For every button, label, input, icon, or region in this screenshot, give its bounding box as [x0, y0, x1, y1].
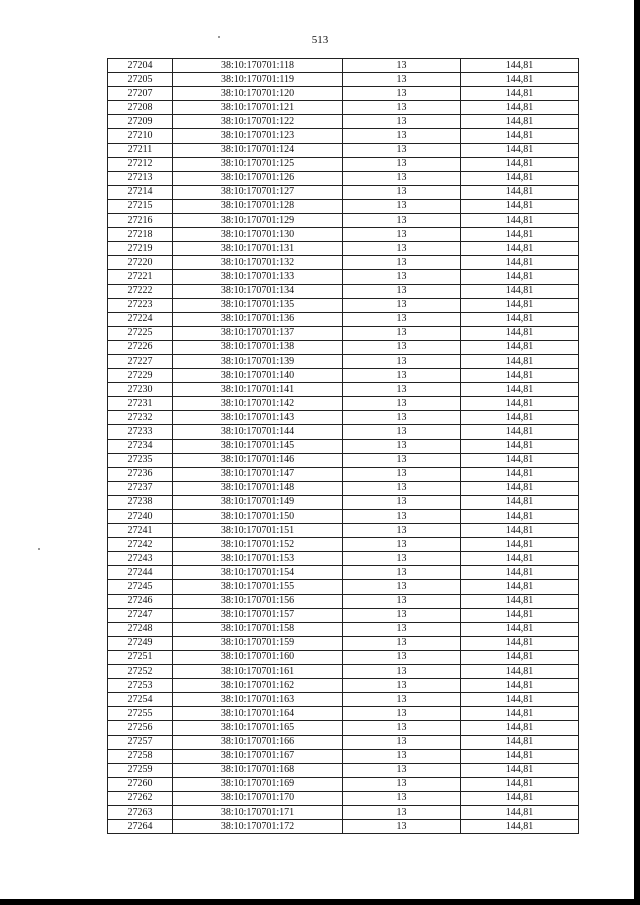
table-row [108, 650, 579, 664]
record-number-cell: 27259 [108, 763, 173, 777]
table-row [108, 411, 579, 425]
area-cell: 144,81 [461, 467, 579, 481]
table-row [108, 820, 579, 834]
quantity-cell: 13 [343, 552, 461, 566]
record-number-cell: 27240 [108, 510, 173, 524]
cadastral-number-cell: 38:10:170701:152 [173, 538, 343, 552]
record-number-cell: 27221 [108, 270, 173, 284]
table-row [108, 199, 579, 213]
quantity-cell: 13 [343, 270, 461, 284]
area-cell: 144,81 [461, 214, 579, 228]
record-number-cell: 27224 [108, 312, 173, 326]
table-row [108, 369, 579, 383]
table-row [108, 115, 579, 129]
cadastral-number-cell: 38:10:170701:166 [173, 735, 343, 749]
area-cell: 144,81 [461, 693, 579, 707]
quantity-cell: 13 [343, 411, 461, 425]
cadastral-number-cell: 38:10:170701:146 [173, 453, 343, 467]
record-number-cell: 27215 [108, 199, 173, 213]
table-row [108, 552, 579, 566]
quantity-cell: 13 [343, 397, 461, 411]
area-cell: 144,81 [461, 735, 579, 749]
quantity-cell: 13 [343, 763, 461, 777]
record-number-cell: 27234 [108, 439, 173, 453]
area-cell: 144,81 [461, 411, 579, 425]
cadastral-number-cell: 38:10:170701:153 [173, 552, 343, 566]
scan-edge-right [634, 0, 640, 905]
quantity-cell: 13 [343, 425, 461, 439]
area-cell: 144,81 [461, 495, 579, 509]
table-row [108, 665, 579, 679]
area-cell: 144,81 [461, 171, 579, 185]
record-number-cell: 27227 [108, 354, 173, 368]
cadastral-number-cell: 38:10:170701:128 [173, 199, 343, 213]
cadastral-number-cell: 38:10:170701:163 [173, 693, 343, 707]
area-cell: 144,81 [461, 228, 579, 242]
table-row [108, 129, 579, 143]
area-cell: 144,81 [461, 115, 579, 129]
cadastral-number-cell: 38:10:170701:139 [173, 354, 343, 368]
quantity-cell: 13 [343, 284, 461, 298]
area-cell: 144,81 [461, 256, 579, 270]
cadastral-number-cell: 38:10:170701:137 [173, 326, 343, 340]
quantity-cell: 13 [343, 805, 461, 819]
quantity-cell: 13 [343, 326, 461, 340]
table-row [108, 185, 579, 199]
table-row [108, 298, 579, 312]
area-cell: 144,81 [461, 721, 579, 735]
table-row [108, 735, 579, 749]
area-cell: 144,81 [461, 622, 579, 636]
area-cell: 144,81 [461, 777, 579, 791]
area-cell: 144,81 [461, 679, 579, 693]
area-cell: 144,81 [461, 101, 579, 115]
cadastral-number-cell: 38:10:170701:154 [173, 566, 343, 580]
table-row [108, 73, 579, 87]
record-number-cell: 27207 [108, 87, 173, 101]
quantity-cell: 13 [343, 580, 461, 594]
quantity-cell: 13 [343, 157, 461, 171]
cadastral-number-cell: 38:10:170701:132 [173, 256, 343, 270]
table-row [108, 214, 579, 228]
table-row [108, 608, 579, 622]
quantity-cell: 13 [343, 59, 461, 73]
quantity-cell: 13 [343, 73, 461, 87]
quantity-cell: 13 [343, 439, 461, 453]
record-number-cell: 27241 [108, 524, 173, 538]
cadastral-number-cell: 38:10:170701:164 [173, 707, 343, 721]
record-number-cell: 27255 [108, 707, 173, 721]
table-row [108, 763, 579, 777]
record-number-cell: 27232 [108, 411, 173, 425]
quantity-cell: 13 [343, 707, 461, 721]
cadastral-number-cell: 38:10:170701:134 [173, 284, 343, 298]
area-cell: 144,81 [461, 636, 579, 650]
record-number-cell: 27223 [108, 298, 173, 312]
cadastral-number-cell: 38:10:170701:157 [173, 608, 343, 622]
area-cell: 144,81 [461, 453, 579, 467]
record-number-cell: 27248 [108, 622, 173, 636]
cadastral-number-cell: 38:10:170701:123 [173, 129, 343, 143]
quantity-cell: 13 [343, 820, 461, 834]
quantity-cell: 13 [343, 665, 461, 679]
quantity-cell: 13 [343, 298, 461, 312]
cadastral-number-cell: 38:10:170701:127 [173, 185, 343, 199]
quantity-cell: 13 [343, 777, 461, 791]
quantity-cell: 13 [343, 495, 461, 509]
cadastral-number-cell: 38:10:170701:131 [173, 242, 343, 256]
table-row [108, 270, 579, 284]
record-number-cell: 27253 [108, 679, 173, 693]
page-number: 513 [311, 34, 329, 46]
table-row [108, 284, 579, 298]
area-cell: 144,81 [461, 143, 579, 157]
table-row [108, 383, 579, 397]
table-row [108, 59, 579, 73]
table-row [108, 538, 579, 552]
area-cell: 144,81 [461, 763, 579, 777]
table-row [108, 354, 579, 368]
quantity-cell: 13 [343, 791, 461, 805]
table-row [108, 721, 579, 735]
table-row [108, 256, 579, 270]
record-number-cell: 27262 [108, 791, 173, 805]
table-row [108, 580, 579, 594]
record-number-cell: 27251 [108, 650, 173, 664]
area-cell: 144,81 [461, 199, 579, 213]
record-number-cell: 27263 [108, 805, 173, 819]
cadastral-number-cell: 38:10:170701:149 [173, 495, 343, 509]
quantity-cell: 13 [343, 679, 461, 693]
area-cell: 144,81 [461, 87, 579, 101]
quantity-cell: 13 [343, 636, 461, 650]
quantity-cell: 13 [343, 622, 461, 636]
area-cell: 144,81 [461, 383, 579, 397]
record-number-cell: 27212 [108, 157, 173, 171]
table-row [108, 340, 579, 354]
scan-speck [38, 548, 40, 550]
table-row [108, 791, 579, 805]
record-number-cell: 27213 [108, 171, 173, 185]
area-cell: 144,81 [461, 73, 579, 87]
cadastral-number-cell: 38:10:170701:141 [173, 383, 343, 397]
record-number-cell: 27225 [108, 326, 173, 340]
quantity-cell: 13 [343, 115, 461, 129]
quantity-cell: 13 [343, 608, 461, 622]
record-number-cell: 27208 [108, 101, 173, 115]
record-number-cell: 27220 [108, 256, 173, 270]
table-row [108, 312, 579, 326]
record-number-cell: 27230 [108, 383, 173, 397]
quantity-cell: 13 [343, 312, 461, 326]
area-cell: 144,81 [461, 397, 579, 411]
record-number-cell: 27242 [108, 538, 173, 552]
table-row [108, 439, 579, 453]
record-number-cell: 27218 [108, 228, 173, 242]
cadastral-number-cell: 38:10:170701:129 [173, 214, 343, 228]
cadastral-number-cell: 38:10:170701:142 [173, 397, 343, 411]
cadastral-number-cell: 38:10:170701:133 [173, 270, 343, 284]
scan-edge-bottom [0, 899, 640, 905]
record-number-cell: 27214 [108, 185, 173, 199]
record-number-cell: 27233 [108, 425, 173, 439]
record-number-cell: 27219 [108, 242, 173, 256]
quantity-cell: 13 [343, 383, 461, 397]
quantity-cell: 13 [343, 650, 461, 664]
table-row [108, 453, 579, 467]
quantity-cell: 13 [343, 129, 461, 143]
record-number-cell: 27256 [108, 721, 173, 735]
area-cell: 144,81 [461, 369, 579, 383]
table-row [108, 242, 579, 256]
area-cell: 144,81 [461, 326, 579, 340]
quantity-cell: 13 [343, 467, 461, 481]
cadastral-number-cell: 38:10:170701:150 [173, 510, 343, 524]
record-number-cell: 27229 [108, 369, 173, 383]
cadastral-number-cell: 38:10:170701:156 [173, 594, 343, 608]
area-cell: 144,81 [461, 791, 579, 805]
cadastral-number-cell: 38:10:170701:159 [173, 636, 343, 650]
quantity-cell: 13 [343, 87, 461, 101]
area-cell: 144,81 [461, 650, 579, 664]
quantity-cell: 13 [343, 185, 461, 199]
quantity-cell: 13 [343, 735, 461, 749]
area-cell: 144,81 [461, 298, 579, 312]
cadastral-number-cell: 38:10:170701:140 [173, 369, 343, 383]
table-row [108, 524, 579, 538]
table-row [108, 143, 579, 157]
record-number-cell: 27246 [108, 594, 173, 608]
record-number-cell: 27245 [108, 580, 173, 594]
table-row [108, 171, 579, 185]
table-row [108, 510, 579, 524]
record-number-cell: 27222 [108, 284, 173, 298]
area-cell: 144,81 [461, 510, 579, 524]
quantity-cell: 13 [343, 171, 461, 185]
record-number-cell: 27209 [108, 115, 173, 129]
scan-speck [218, 36, 220, 38]
record-number-cell: 27257 [108, 735, 173, 749]
area-cell: 144,81 [461, 270, 579, 284]
record-number-cell: 27204 [108, 59, 173, 73]
record-number-cell: 27252 [108, 665, 173, 679]
quantity-cell: 13 [343, 242, 461, 256]
area-cell: 144,81 [461, 538, 579, 552]
area-cell: 144,81 [461, 284, 579, 298]
quantity-cell: 13 [343, 199, 461, 213]
cadastral-number-cell: 38:10:170701:169 [173, 777, 343, 791]
area-cell: 144,81 [461, 608, 579, 622]
record-number-cell: 27236 [108, 467, 173, 481]
area-cell: 144,81 [461, 59, 579, 73]
cadastral-number-cell: 38:10:170701:121 [173, 101, 343, 115]
quantity-cell: 13 [343, 481, 461, 495]
record-number-cell: 27249 [108, 636, 173, 650]
table-row [108, 693, 579, 707]
quantity-cell: 13 [343, 340, 461, 354]
area-cell: 144,81 [461, 805, 579, 819]
cadastral-number-cell: 38:10:170701:145 [173, 439, 343, 453]
area-cell: 144,81 [461, 481, 579, 495]
table-row [108, 481, 579, 495]
cadastral-number-cell: 38:10:170701:155 [173, 580, 343, 594]
cadastral-number-cell: 38:10:170701:168 [173, 763, 343, 777]
record-number-cell: 27211 [108, 143, 173, 157]
cadastral-number-cell: 38:10:170701:171 [173, 805, 343, 819]
table-row [108, 495, 579, 509]
record-number-cell: 27205 [108, 73, 173, 87]
table-row [108, 425, 579, 439]
cadastral-number-cell: 38:10:170701:165 [173, 721, 343, 735]
quantity-cell: 13 [343, 214, 461, 228]
record-number-cell: 27243 [108, 552, 173, 566]
record-number-cell: 27258 [108, 749, 173, 763]
area-cell: 144,81 [461, 157, 579, 171]
area-cell: 144,81 [461, 439, 579, 453]
quantity-cell: 13 [343, 143, 461, 157]
cadastral-number-cell: 38:10:170701:124 [173, 143, 343, 157]
table-row [108, 326, 579, 340]
quantity-cell: 13 [343, 693, 461, 707]
record-number-cell: 27247 [108, 608, 173, 622]
quantity-cell: 13 [343, 101, 461, 115]
table-row [108, 679, 579, 693]
quantity-cell: 13 [343, 566, 461, 580]
table-row [108, 594, 579, 608]
table-row [108, 467, 579, 481]
cadastral-number-cell: 38:10:170701:162 [173, 679, 343, 693]
area-cell: 144,81 [461, 707, 579, 721]
area-cell: 144,81 [461, 580, 579, 594]
table-row [108, 636, 579, 650]
record-number-cell: 27210 [108, 129, 173, 143]
area-cell: 144,81 [461, 340, 579, 354]
cadastral-number-cell: 38:10:170701:119 [173, 73, 343, 87]
record-number-cell: 27235 [108, 453, 173, 467]
cadastral-number-cell: 38:10:170701:135 [173, 298, 343, 312]
area-cell: 144,81 [461, 242, 579, 256]
record-number-cell: 27237 [108, 481, 173, 495]
cadastral-number-cell: 38:10:170701:144 [173, 425, 343, 439]
cadastral-number-cell: 38:10:170701:143 [173, 411, 343, 425]
cadastral-number-cell: 38:10:170701:130 [173, 228, 343, 242]
cadastral-number-cell: 38:10:170701:160 [173, 650, 343, 664]
table-row [108, 397, 579, 411]
table-row [108, 777, 579, 791]
area-cell: 144,81 [461, 354, 579, 368]
cadastral-number-cell: 38:10:170701:120 [173, 87, 343, 101]
area-cell: 144,81 [461, 820, 579, 834]
quantity-cell: 13 [343, 354, 461, 368]
quantity-cell: 13 [343, 453, 461, 467]
record-number-cell: 27264 [108, 820, 173, 834]
cadastral-number-cell: 38:10:170701:122 [173, 115, 343, 129]
area-cell: 144,81 [461, 129, 579, 143]
cadastral-number-cell: 38:10:170701:147 [173, 467, 343, 481]
table-row [108, 749, 579, 763]
quantity-cell: 13 [343, 524, 461, 538]
area-cell: 144,81 [461, 566, 579, 580]
quantity-cell: 13 [343, 510, 461, 524]
record-number-cell: 27244 [108, 566, 173, 580]
cadastral-number-cell: 38:10:170701:136 [173, 312, 343, 326]
cadastral-number-cell: 38:10:170701:161 [173, 665, 343, 679]
area-cell: 144,81 [461, 749, 579, 763]
table-row [108, 622, 579, 636]
cadastral-number-cell: 38:10:170701:126 [173, 171, 343, 185]
cadastral-table [107, 58, 579, 834]
cadastral-number-cell: 38:10:170701:151 [173, 524, 343, 538]
quantity-cell: 13 [343, 721, 461, 735]
area-cell: 144,81 [461, 552, 579, 566]
record-number-cell: 27254 [108, 693, 173, 707]
quantity-cell: 13 [343, 749, 461, 763]
table-row [108, 157, 579, 171]
area-cell: 144,81 [461, 594, 579, 608]
cadastral-table-body [108, 59, 579, 834]
record-number-cell: 27231 [108, 397, 173, 411]
cadastral-number-cell: 38:10:170701:158 [173, 622, 343, 636]
table-row [108, 707, 579, 721]
table-row [108, 87, 579, 101]
record-number-cell: 27238 [108, 495, 173, 509]
cadastral-number-cell: 38:10:170701:172 [173, 820, 343, 834]
record-number-cell: 27216 [108, 214, 173, 228]
quantity-cell: 13 [343, 594, 461, 608]
quantity-cell: 13 [343, 228, 461, 242]
cadastral-number-cell: 38:10:170701:138 [173, 340, 343, 354]
quantity-cell: 13 [343, 538, 461, 552]
cadastral-number-cell: 38:10:170701:170 [173, 791, 343, 805]
record-number-cell: 27226 [108, 340, 173, 354]
cadastral-number-cell: 38:10:170701:167 [173, 749, 343, 763]
area-cell: 144,81 [461, 312, 579, 326]
cadastral-number-cell: 38:10:170701:125 [173, 157, 343, 171]
table-row [108, 566, 579, 580]
table-row [108, 101, 579, 115]
table-row [108, 228, 579, 242]
area-cell: 144,81 [461, 524, 579, 538]
quantity-cell: 13 [343, 256, 461, 270]
quantity-cell: 13 [343, 369, 461, 383]
table-row [108, 805, 579, 819]
record-number-cell: 27260 [108, 777, 173, 791]
area-cell: 144,81 [461, 185, 579, 199]
area-cell: 144,81 [461, 425, 579, 439]
cadastral-number-cell: 38:10:170701:118 [173, 59, 343, 73]
area-cell: 144,81 [461, 665, 579, 679]
cadastral-number-cell: 38:10:170701:148 [173, 481, 343, 495]
